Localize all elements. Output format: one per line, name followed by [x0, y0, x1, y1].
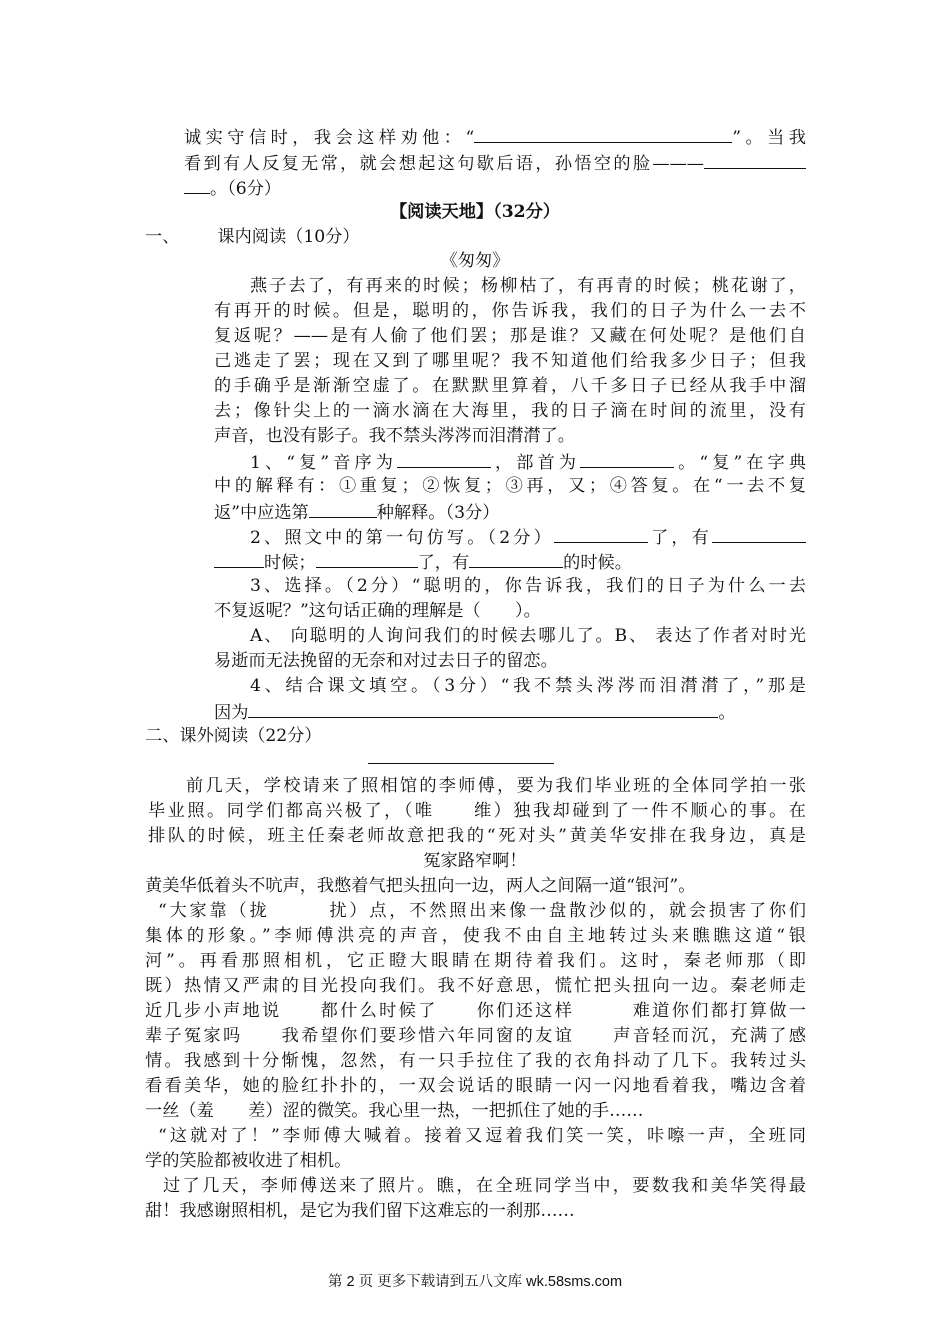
question-2-cont: 时候； 了，有 的时候。 [214, 549, 632, 575]
passage-line: 己逃走了罢；现在又到了哪里呢？我不知道他们给我多少日子；但我 [214, 351, 806, 371]
question-3-option: 易逝而无法挽留的无奈和对过去日子的留恋。 [214, 651, 558, 671]
essay-line: 过了几天，李师傅送来了照片。瞧，在全班同学当中，要数我和美华笑得最 [163, 1176, 806, 1196]
essay-line: 情。我感到十分惭愧，忽然，有一只手拉住了我的衣角抖动了几下。我转过头 [145, 1051, 806, 1071]
essay-line: 集体的形象。”李师傅洪亮的声音，使我不由自主地转过头来瞧瞧这道“银 [145, 926, 806, 946]
question-1: 1、“复”音序为 ，部首为 。“复”在字典 [250, 449, 806, 475]
essay-line: 学的笑脸都被收进了相机。 [145, 1151, 352, 1171]
top-line-1: 诚实守信时，我会这样劝他：“ ”。当我 [184, 124, 806, 150]
passage-line: 去；像针尖上的一滴水滴在大海里，我的日子滴在时间的流里，没有 [214, 401, 806, 421]
essay-line: 排队的时候，班主任秦老师故意把我的“死对头”黄美华安排在我身边，真是 [148, 826, 806, 846]
part1-heading: 一、 课内阅读（10分） [145, 227, 360, 247]
title-blank[interactable] [368, 763, 554, 764]
answer-blank[interactable] [316, 549, 418, 568]
essay-line: “大家靠（拢 扰）点，不然照出来像一盘散沙似的，就会损害了你们 [158, 901, 806, 921]
question-3-cont: 不复返呢？”这句话正确的理解是（ ）。 [214, 601, 541, 621]
passage-line: 有再开的时候。但是，聪明的，你告诉我，我们的日子为什么一去不 [214, 301, 806, 321]
answer-blank[interactable] [474, 124, 732, 143]
answer-blank[interactable] [469, 549, 563, 568]
passage-line: 声音，也没有影子。我不禁头涔涔而泪潸潸了。 [214, 426, 575, 446]
answer-blank[interactable] [704, 150, 806, 169]
answer-blank[interactable] [214, 549, 264, 568]
passage-line: 复返呢？——是有人偷了他们罢；那是谁？又藏在何处呢？是他们自 [214, 326, 806, 346]
essay-line: 一丝（羞 差）涩的微笑。我心里一热，一把抓住了她的手…… [145, 1101, 644, 1121]
passage-line: 的手确乎是渐渐空虚了。在默默里算着，八千多日子已经从我手中溜 [214, 376, 806, 396]
answer-blank[interactable] [554, 524, 648, 543]
top-line-3: 。（6分） [184, 175, 281, 201]
essay-line: 黄美华低着头不吭声，我憋着气把头扭向一边，两人之间隔一道“银河”。 [145, 876, 696, 896]
passage-line: 燕子去了，有再来的时候；杨柳枯了，有再青的时候；桃花谢了， [250, 276, 806, 296]
essay-line: 辈子冤家吗 我希望你们要珍惜六年同窗的友谊 声音轻而沉，充满了感 [145, 1026, 806, 1046]
answer-blank[interactable] [309, 499, 377, 518]
essay-line: 看看美华，她的脸红扑扑的，一双会说话的眼睛一闪一闪地看着我，嘴边含着 [145, 1076, 806, 1096]
passage-title: 《匆匆》 [440, 251, 510, 271]
essay-line: 河”。再看那照相机，它正瞪大眼睛在期待着我们。这时，秦老师那（即 [145, 951, 806, 971]
question-2: 2、照文中的第一句仿写。（2分） 了，有 [250, 524, 806, 550]
answer-blank[interactable] [248, 699, 718, 718]
essay-line: 前几天，学校请来了照相馆的李师傅，要为我们毕业班的全体同学拍一张 [186, 776, 806, 796]
essay-line: 甜！我感谢照相机，是它为我们留下这难忘的一刹那…… [145, 1201, 575, 1221]
page-footer: 第 2 页 更多下载请到五八文库 wk.58sms.com [327, 1274, 623, 1290]
answer-blank[interactable] [580, 449, 674, 468]
answer-blank[interactable] [184, 175, 210, 194]
question-1-cont: 中的解释有：①重复；②恢复；③再，又；④答复。在“一去不复 [214, 476, 806, 496]
top-line-2: 看到有人反复无常，就会想起这句歇后语，孙悟空的脸——— [184, 150, 806, 176]
question-4: 4、结合课文填空。（3分）“我不禁头涔涔而泪潸潸了，”那是 [250, 676, 806, 696]
part2-heading: 二、课外阅读（22分） [145, 726, 322, 746]
answer-blank[interactable] [397, 449, 491, 468]
question-3-option: A、 向聪明的人询问我们的时候去哪儿了。B、 表达了作者对时光 [250, 626, 806, 646]
essay-line: 近几步小声地说 都什么时候了 你们还这样 难道你们都打算做一 [145, 1001, 806, 1021]
essay-line: 毕业照。同学们都高兴极了，（唯 维）独我却碰到了一件不顺心的事。在 [148, 801, 806, 821]
answer-blank[interactable] [712, 524, 806, 543]
question-3: 3、选择。（2分）“聪明的，你告诉我，我们的日子为什么一去 [250, 576, 806, 596]
question-1-cont: 返”中应选第 种解释。（3分） [214, 499, 499, 525]
essay-line: 冤家路窄啊！ [423, 851, 527, 871]
section-title: 【阅读天地】（32分） [389, 202, 560, 222]
question-4-cont: 因为 。 [214, 699, 736, 725]
essay-line: “这就对了！”李师傅大喊着。接着又逗着我们笑一笑，咔嚓一声，全班同 [158, 1126, 806, 1146]
essay-line: 既）热情又严肃的目光投向我们。我不好意思，慌忙把头扭向一边。秦老师走 [145, 976, 806, 996]
